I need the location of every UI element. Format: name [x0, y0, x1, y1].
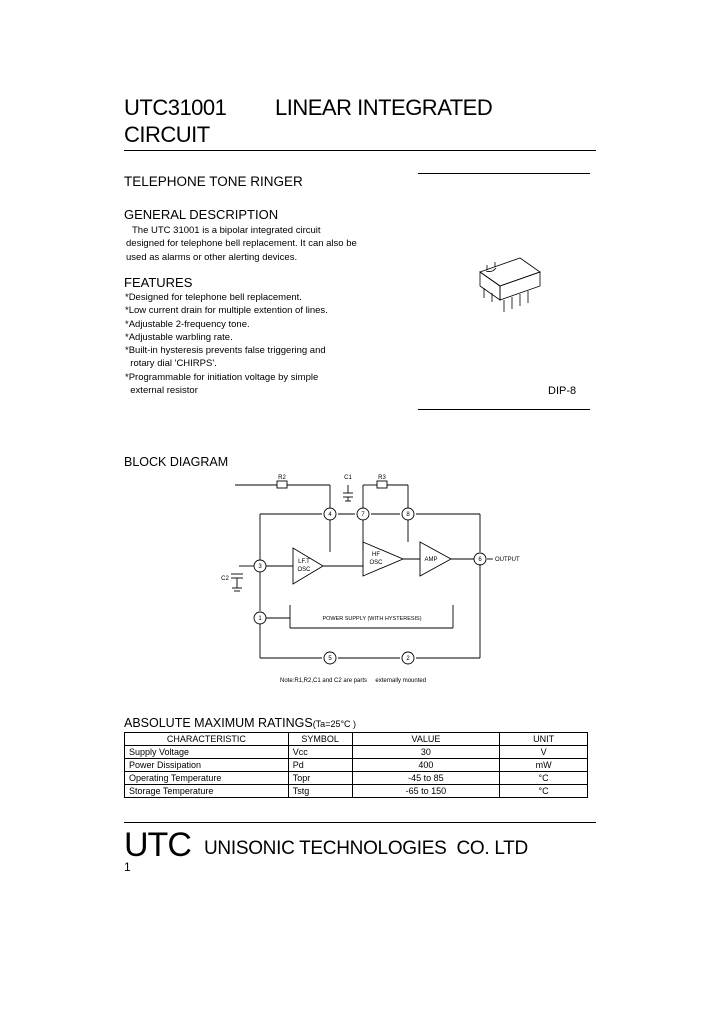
table-cell: °C	[500, 785, 588, 798]
label-lfo-2: OSC	[297, 567, 311, 573]
table-cell: Supply Voltage	[125, 746, 289, 759]
table-cell: V	[500, 746, 588, 759]
hf-oscillator-block	[363, 542, 403, 576]
label-r2: R2	[278, 475, 286, 481]
table-cell: 30	[352, 746, 500, 759]
table-cell: Operating Temperature	[125, 772, 289, 785]
table-cell: mW	[500, 759, 588, 772]
pin-label: 3	[258, 564, 262, 570]
pin-label: 8	[406, 512, 410, 518]
feature-item: external resistor	[125, 385, 198, 397]
block-diagram-note: Note:R1,R2,C1 and C2 are parts externally mounted	[280, 678, 427, 684]
table-row	[125, 785, 588, 798]
label-amp: AMP	[424, 557, 438, 563]
lf-oscillator-block	[293, 548, 323, 584]
table-cell: °C	[500, 772, 588, 785]
label-hfo-2: OSC	[369, 560, 383, 566]
footer-rule	[124, 822, 596, 823]
footer-company-name: UNISONIC TECHNOLOGIES CO. LTD	[204, 838, 528, 859]
table-cell: Power Dissipation	[125, 759, 289, 772]
label-output: OUTPUT	[495, 557, 520, 563]
feature-item: *Low current drain for multiple extention of lines.	[125, 305, 328, 317]
ratings-heading: ABSOLUTE MAXIMUM RATINGS	[124, 716, 313, 730]
description-line: The UTC 31001 is a bipolar integrated circuit	[132, 225, 321, 236]
general-description-text	[126, 224, 357, 264]
pin-label: 6	[478, 557, 482, 563]
table-row	[125, 759, 588, 772]
features-list	[125, 291, 328, 397]
package-box-top-rule	[418, 173, 590, 174]
label-power-supply: POWER SUPPLY (WITH HYSTERESIS)	[322, 616, 422, 622]
ratings-table	[124, 732, 588, 798]
category-line2: CIRCUIT	[124, 122, 210, 147]
column-header: VALUE	[352, 733, 500, 746]
label-hfo-1: HF	[372, 552, 380, 558]
general-description-heading: GENERAL DESCRIPTION	[124, 207, 279, 222]
column-header: UNIT	[500, 733, 588, 746]
feature-item: *Programmable for initiation voltage by simple	[125, 371, 319, 383]
description-line: designed for telephone bell replacement. It can also be	[126, 238, 357, 250]
subtitle: TELEPHONE TONE RINGER	[124, 174, 303, 189]
package-label: DIP-8	[548, 385, 577, 397]
table-cell: Pd	[288, 759, 352, 772]
feature-item: *Built-in hysteresis prevents false triggering and	[125, 345, 326, 357]
table-cell: Storage Temperature	[125, 785, 289, 798]
category-line1: LINEAR INTEGRATED	[275, 95, 493, 120]
label-c2: C2	[221, 576, 229, 582]
table-row	[125, 746, 588, 759]
resistor-r2-symbol	[277, 481, 287, 488]
resistor-r3-symbol	[377, 481, 387, 488]
pin-label: 5	[328, 656, 332, 662]
feature-item: *Adjustable 2-frequency tone.	[125, 318, 250, 330]
table-cell: Tstg	[288, 785, 352, 798]
table-cell: Vcc	[288, 746, 352, 759]
pin-label: 7	[361, 512, 365, 518]
description-line: used as alarms or other alerting devices.	[126, 251, 298, 263]
features-heading: FEATURES	[124, 275, 193, 290]
label-r3: R3	[378, 475, 386, 481]
feature-item: rotary dial 'CHIRPS'.	[125, 358, 217, 370]
feature-item: *Designed for telephone bell replacement.	[125, 292, 302, 303]
table-cell: -45 to 85	[352, 772, 500, 785]
table-row	[125, 772, 588, 785]
column-header: SYMBOL	[288, 733, 352, 746]
dip8-package-drawing	[470, 250, 550, 325]
page-number: 1	[124, 860, 131, 874]
table-header-row	[125, 733, 588, 746]
label-c1: C1	[344, 475, 352, 481]
footer-logo: UTC	[124, 826, 191, 864]
block-diagram-heading: BLOCK DIAGRAM	[124, 455, 229, 469]
header-rule	[124, 150, 596, 151]
ratings-heading-line	[124, 716, 356, 730]
feature-item: *Adjustable warbling rate.	[125, 331, 233, 343]
pin-label: 4	[328, 512, 332, 518]
block-diagram	[215, 468, 525, 693]
table-cell: 400	[352, 759, 500, 772]
part-number: UTC31001	[124, 95, 227, 120]
table-cell: -65 to 150	[352, 785, 500, 798]
label-lfo-1: LF.T	[298, 559, 310, 565]
pin-label: 2	[406, 656, 410, 662]
table-cell: Topr	[288, 772, 352, 785]
package-box-bottom-rule	[418, 409, 590, 410]
column-header: CHARACTERISTIC	[125, 733, 289, 746]
ratings-condition: (Ta=25°C )	[312, 719, 357, 729]
pin-label: 1	[258, 616, 262, 622]
